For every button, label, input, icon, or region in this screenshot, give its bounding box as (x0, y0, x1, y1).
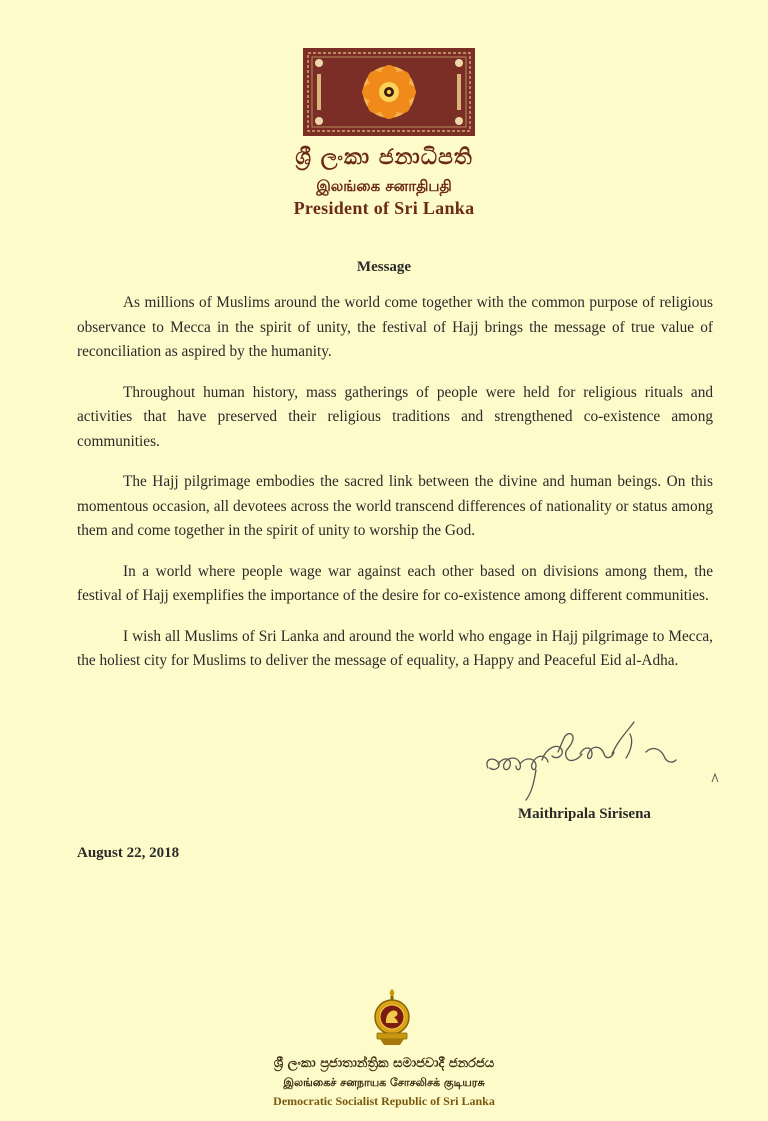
footer-english-title: Democratic Socialist Republic of Sri Lanka (273, 1094, 495, 1108)
footer-sinhala-title: ශ්‍රී ලංකා ප්‍රජාතාන්ත්‍රික සමාජවාදී ජනරජය (273, 1056, 495, 1071)
letterhead-english-title: President of Sri Lanka (293, 198, 475, 218)
message-paragraph: I wish all Muslims of Sri Lanka and around the world who engage in Hajj pilgrimage to Mecca, the holiest city for Muslims to deliver the message of equality, a Happy and Peaceful Eid al-Adha. (77, 627, 713, 669)
national-emblem-icon (372, 987, 412, 1047)
presidential-emblem-icon (303, 48, 475, 136)
message-paragraph: In a world where people wage war against each other based on divisions among them, the festival of Hajj exemplifies the importance of the desire for co-existence among different communities. (77, 562, 713, 604)
message-paragraph: The Hajj pilgrimage embodies the sacred link between the divine and human beings. On this momentous occasion, all devotees across the world transcend differences of nationality or status among them and come together in the spirit of unity to worship the God. (77, 473, 713, 539)
letter-date: August 22, 2018 (77, 845, 180, 861)
footer-tamil-title: இலங்கைச் சனநாயக சோசலிசக் குடியரசு (283, 1076, 485, 1089)
signature-image (480, 720, 720, 815)
signer-name: Maithripala Sirisena (518, 806, 651, 822)
message-paragraph: Throughout human history, mass gatherings of people were held for religious rituals and activities that have preserved their religious traditions and strengthened co-existence among communities. (77, 383, 713, 450)
letterhead-sinhala-title: ශ්‍රී ලංකා ජනාධිපති (295, 145, 473, 170)
message-body (77, 291, 713, 690)
message-title: Message (356, 259, 412, 275)
message-paragraph: As millions of Muslims around the world come together with the common purpose of religious observance to Mecca in the spirit of unity, the festival of Hajj brings the message of true value of reconciliation as aspired by the humanity. (77, 294, 713, 360)
letterhead-tamil-title: இலங்கை சனாதிபதி (316, 177, 452, 195)
